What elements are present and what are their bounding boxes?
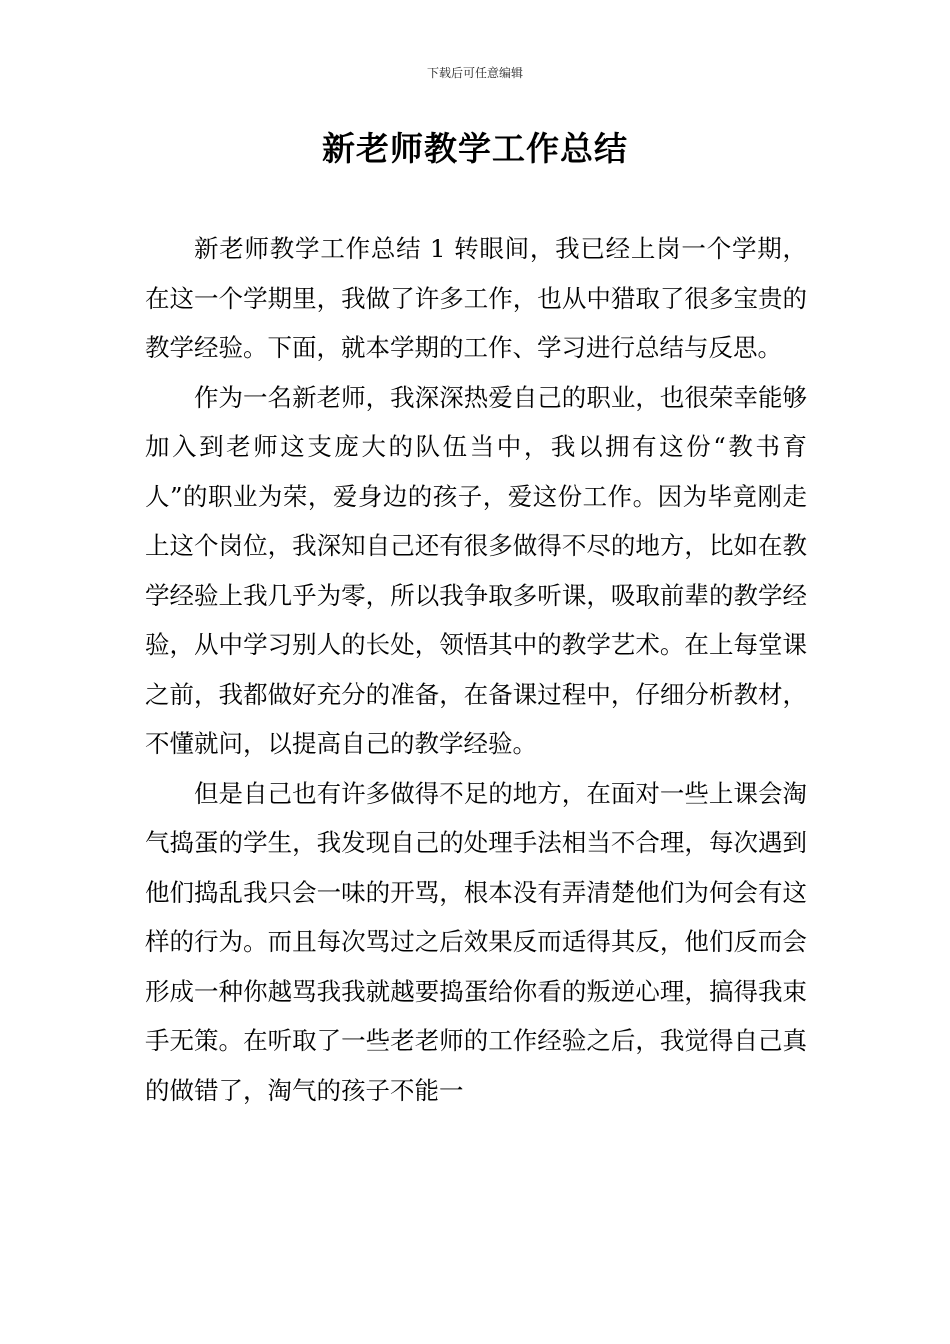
document-body: [145, 224, 807, 1115]
header-note: 下载后可任意编辑: [426, 66, 523, 80]
paragraph-3: 但是自己也有许多做得不足的地方，在面对一些上课会淘气捣蛋的学生，我发现自己的处理手法相当不合理，每次遇到他们捣乱我只会一味的开骂，根本没有弄清楚他们为何会有这样的行为。而且每次骂过之后效果反而适得其反，他们反而会形成一种你越骂我我就越要捣蛋给你看的叛逆心理，搞得我束手无策。在听取了一些老老师的工作经验之后，我觉得自己真的做错了，淘气的孩子不能一: [145, 778, 807, 1105]
paragraph-2: 作为一名新老师，我深深热爱自己的职业，也很荣幸能够加入到老师这支庞大的队伍当中，我以拥有这份“教书育人”的职业为荣，爱身边的孩子，爱这份工作。因为毕竟刚走上这个岗位，我深知自己还有很多做得不尽的地方，比如在教学经验上我几乎为零，所以我争取多听课，吸取前辈的教学经验，从中学习别人的长处，领悟其中的教学艺术。在上每堂课之前，我都做好充分的准备，在备课过程中，仔细分析教材，不懂就问，以提高自己的教学经验。: [145, 382, 807, 758]
document-title: 新老师教学工作总结: [322, 129, 628, 168]
paragraph-1: 新老师教学工作总结 1 转眼间，我已经上岗一个学期，在这一个学期里，我做了许多工作，也从中猎取了很多宝贵的教学经验。下面，就本学期的工作、学习进行总结与反思。: [145, 234, 807, 362]
